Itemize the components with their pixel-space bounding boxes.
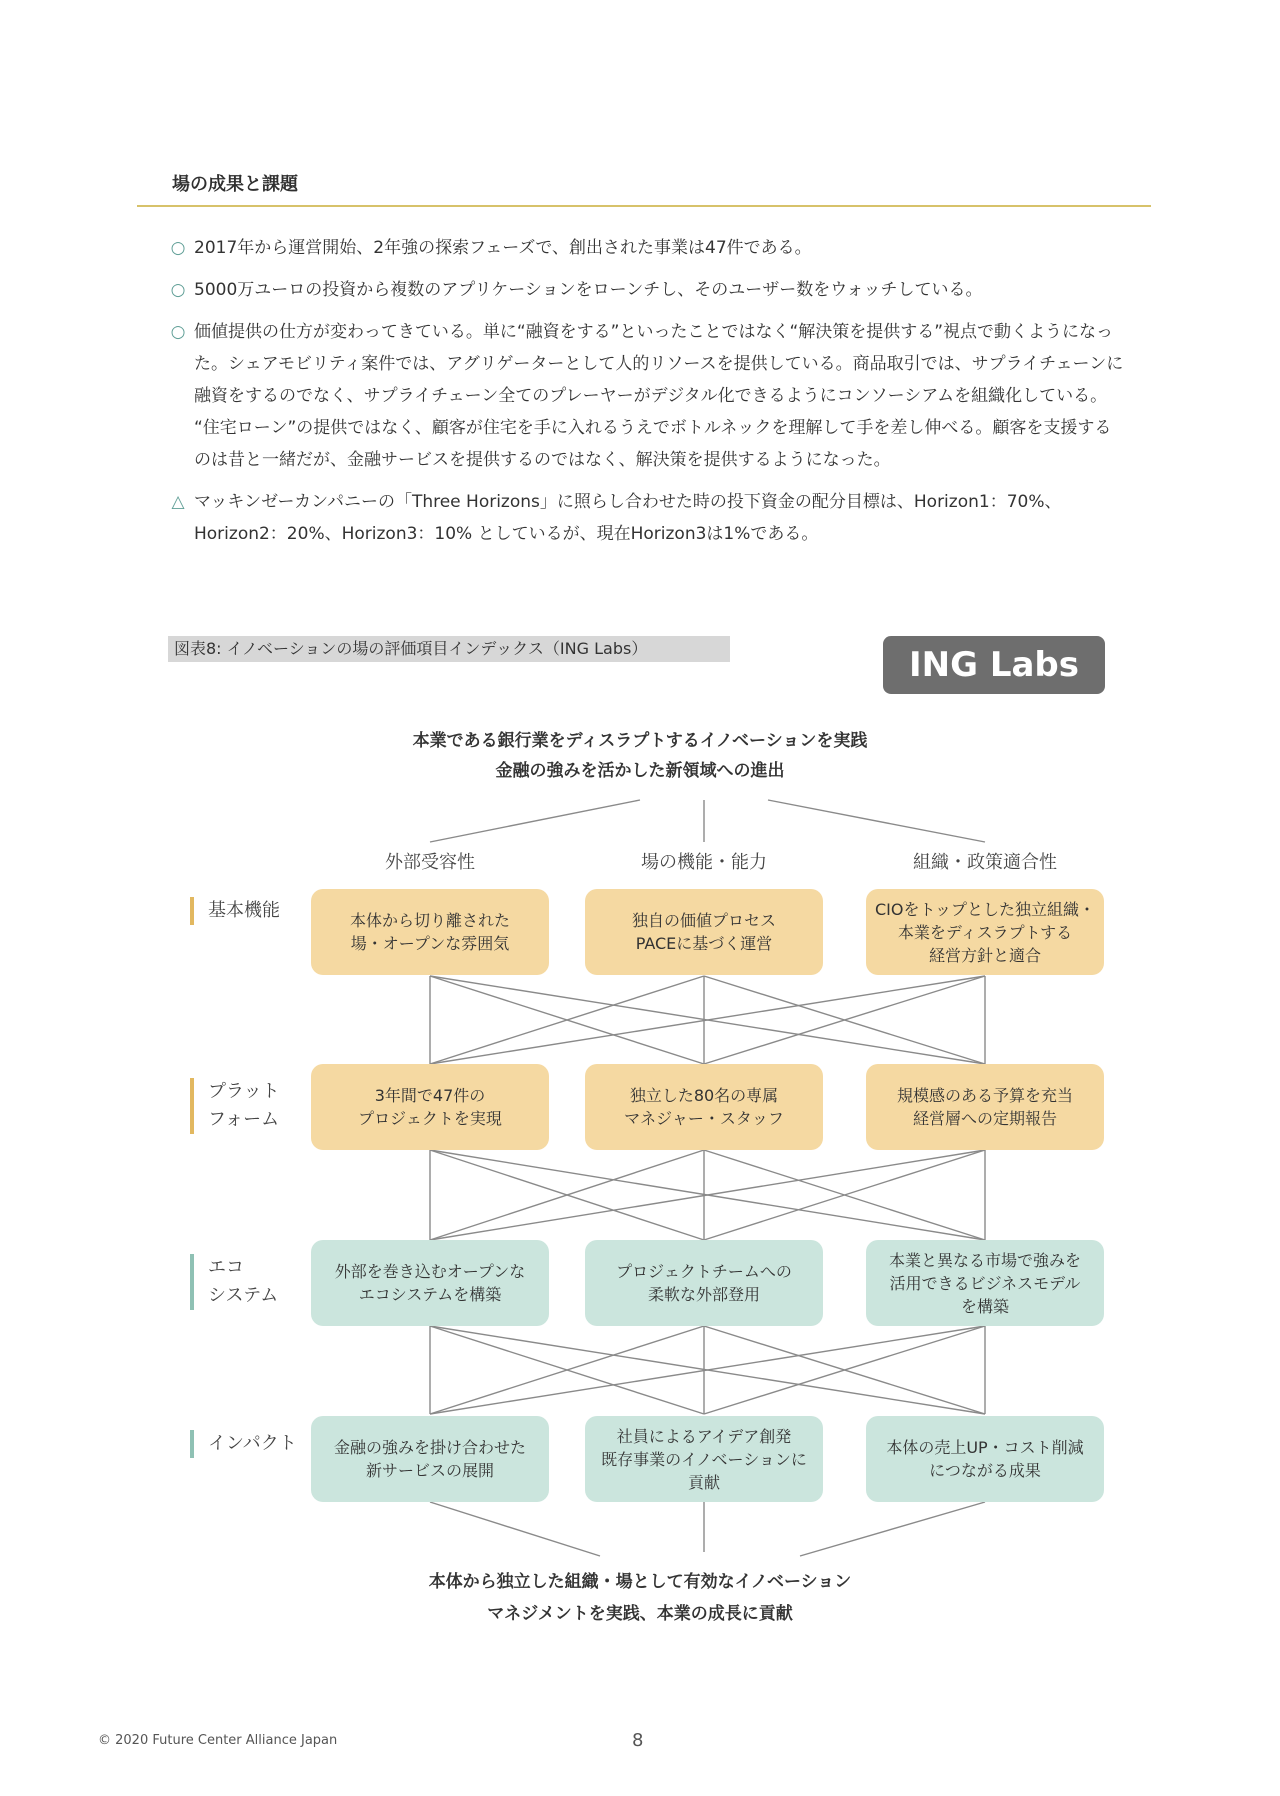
cross-connectors-3-4 [430, 1326, 985, 1414]
matrix-cell: 独自の価値プロセス PACEに基づく運営 [585, 889, 823, 975]
matrix-cell: 社員によるアイデア創発 既存事業のイノベーションに 貢献 [585, 1416, 823, 1502]
bullet-text: 2017年から運営開始、2年強の探索フェーズで、創出された事業は47件である。 [194, 238, 812, 258]
matrix-cell: 本体の売上UP・コスト削減 につながる成果 [866, 1416, 1104, 1502]
row-label-basic-function: 基本機能 [190, 897, 318, 925]
matrix-cell: 本業と異なる市場で強みを 活用できるビジネスモデル を構築 [866, 1240, 1104, 1326]
column-header: 組織・政策適合性 [913, 852, 1057, 873]
bottom-connector [800, 1502, 985, 1556]
bullet-text: 価値提供の仕方が変わってきている。単に“融資をする”といったことではなく“解決策を提供する”視点で動くようになった。シェアモビリティ案件では、アグリゲーターとして人的リソースを提供している。商品取引では、サプライチェーンに融資をするのでなく、サプライチェーン全てのプレーヤーがデジタル化できるようにコンソーシアムを組織化している。 “住宅ローン”の提供ではなく、顧客が住宅を手に入れるうえでボトルネックを理解して手を差し伸べる。顧客を支援するのは昔と一緒だが、金融サービスを提供するのではなく、解決策を提供するようになった。 [194, 322, 1124, 470]
bullet-text: 5000万ユーロの投資から複数のアプリケーションをローンチし、そのユーザー数をウォッチしている。 [194, 280, 983, 300]
figure-bottom-line-2: マネジメントを実践、本業の成長に貢献 [487, 1604, 793, 1624]
page-number: 8 [632, 1730, 644, 1751]
triangle-marker-icon: △ [171, 492, 185, 512]
row-label-platform: プラット フォーム [190, 1078, 318, 1134]
matrix-cell: 独立した80名の専属 マネジャー・スタッフ [585, 1064, 823, 1150]
column-header: 外部受容性 [385, 852, 475, 873]
figure-top-line-1: 本業である銀行業をディスラプトするイノベーションを実践 [412, 731, 868, 751]
brand-badge: ING Labs [883, 636, 1105, 694]
footer-copyright: © 2020 Future Center Alliance Japan [98, 1733, 338, 1748]
circle-marker-icon: ○ [170, 238, 186, 258]
top-connector [768, 800, 985, 842]
matrix-cell: 本体から切り離された 場・オープンな雰囲気 [311, 889, 549, 975]
row-label-impact: インパクト [190, 1430, 318, 1458]
circle-marker-icon: ○ [170, 322, 186, 342]
matrix-cell: プロジェクトチームへの 柔軟な外部登用 [585, 1240, 823, 1326]
circle-marker-icon: ○ [170, 280, 186, 300]
top-connector [430, 800, 640, 842]
figure-top-line-2: 金融の強みを活かした新領域への進出 [495, 761, 785, 781]
bullet-text: マッキンゼーカンパニーの「Three Horizons」に照らし合わせた時の投下資金の配分目標は、Horizon1：70%、Horizon2：20%、Horizon3：10% としているが、現在Horizon3は1%である。 [194, 492, 1062, 544]
section-title: 場の成果と課題 [172, 174, 298, 195]
matrix-cell: CIOをトップとした独立組織・ 本業をディスラプトする 経営方針と適合 [866, 889, 1104, 975]
bottom-connector [430, 1502, 600, 1556]
matrix-cell: 金融の強みを掛け合わせた 新サービスの展開 [311, 1416, 549, 1502]
matrix-cell: 3年間で47件の プロジェクトを実現 [311, 1064, 549, 1150]
cross-connectors-1-2 [430, 976, 985, 1064]
matrix-cell: 外部を巻き込むオープンな エコシステムを構築 [311, 1240, 549, 1326]
row-label-ecosystem: エコ システム [190, 1254, 318, 1310]
matrix-cell: 規模感のある予算を充当 経営層への定期報告 [866, 1064, 1104, 1150]
figure-bottom-line-1: 本体から独立した組織・場として有効なイノベーション [428, 1572, 852, 1592]
cross-connectors-2-3 [430, 1150, 985, 1240]
figure-caption: 図表8: イノベーションの場の評価項目インデックス（ING Labs） [168, 636, 730, 662]
column-header: 場の機能・能力 [641, 852, 767, 873]
